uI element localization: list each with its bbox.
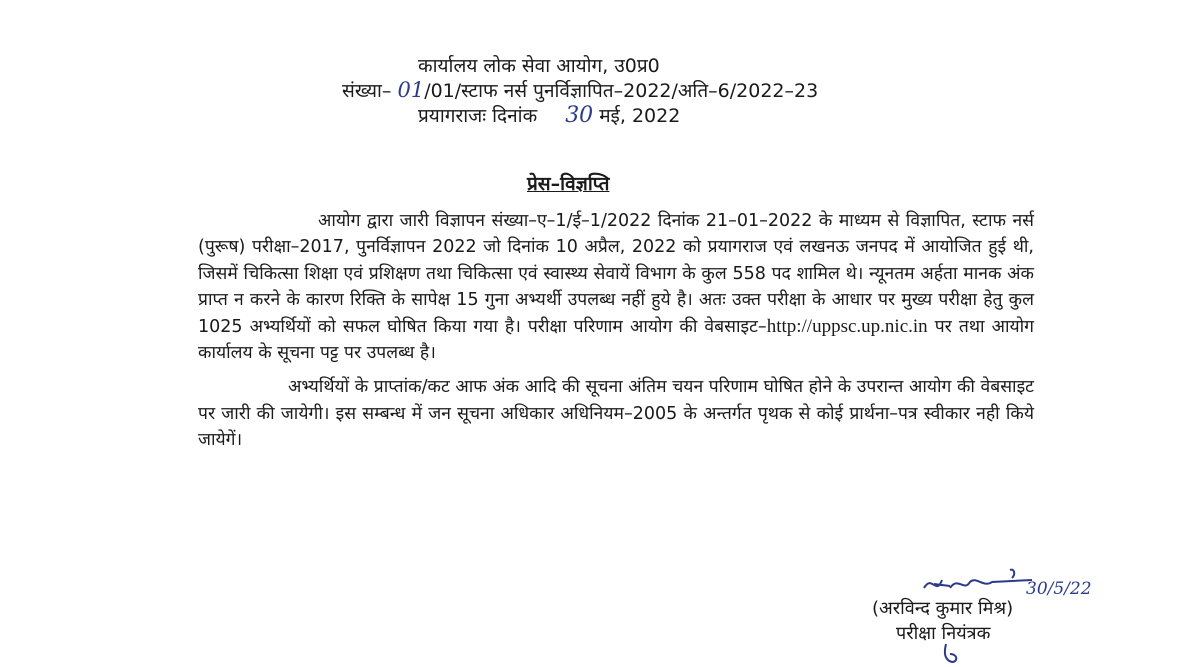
website-link[interactable]: http://uppsc.up.nic.in (766, 315, 928, 337)
document-title: प्रेस–विज्ञप्ति (527, 173, 610, 195)
paragraph-1 (198, 208, 1034, 366)
reference-number-handwritten: 01 (397, 78, 425, 102)
initial-mark-icon (940, 642, 966, 666)
office-name: कार्यालय लोक सेवा आयोग, उ0प्र0 (418, 55, 660, 77)
reference-number-rest: /01/स्टाफ नर्स पुनर्विज्ञापित–2022/अति–6/2022–23 (424, 80, 819, 102)
paragraph-1-text: आयोग द्वारा जारी विज्ञापन संख्या–ए–1/ई–1/2022 दिनांक 21–01–2022 के माध्यम से विज्ञापित, स्टाफ नर्स (पुरूष) परीक्षा–2017, पुनर्विज्ञापन 2022 जो दिनांक 10 अप्रैल, 2022 को प्रयागराज एवं लखनऊ जनपद में आयोजित हुई थी, जिसमें चिकित्सा शिक्षा एवं प्रशिक्षण तथा चिकित्सा एवं स्वास्थ्य सेवायें विभाग के कुल 558 पद शामिल थे। न्यूनतम अर्हता मानक अंक प्राप्त न करने के कारण रिक्ति के सापेक्ष 15 गुना अभ्यर्थी उपलब्ध नहीं हुये है। अतः उक्त परीक्षा के आधार पर मुख्य परीक्षा हेतु कुल 1025 अभ्यर्थियों को सफल घोषित किया गया है। परीक्षा परिणाम आयोग की वेबसाइट– (198, 211, 1034, 337)
issue-date (418, 102, 680, 128)
signature-date: 30/5/22 (1026, 579, 1092, 599)
signatory-name: (अरविन्द कुमार मिश्र) (872, 598, 1014, 619)
issue-date-prefix: प्रयागराजः दिनांक (418, 105, 538, 127)
paragraph-1-end: पर तथा आयोग कार्यालय के सूचना पट्ट पर उपलब्ध है। (198, 316, 1034, 364)
issue-date-rest: मई, 2022 (599, 105, 681, 127)
issue-date-handwritten-day: 30 (565, 103, 594, 128)
signatory-designation: परीक्षा नियंत्रक (896, 623, 991, 644)
document-body (198, 208, 1034, 454)
signature-scribble (920, 566, 1120, 600)
reference-number (342, 77, 818, 103)
reference-number-prefix: संख्या– (342, 80, 392, 102)
paragraph-2: अभ्यर्थियों के प्राप्तांक/कट आफ अंक आदि की सूचना अंतिम चयन परिणाम घोषित होने के उपरान्त आयोग की वेबसाइट पर जारी की जायेगी। इस सम्बन्ध में जन सूचना अधिकार अधिनियम–2005 के अन्तर्गत पृथक से कोई प्रार्थना–पत्र स्वीकार नही किये जायेगें। (198, 377, 1034, 451)
